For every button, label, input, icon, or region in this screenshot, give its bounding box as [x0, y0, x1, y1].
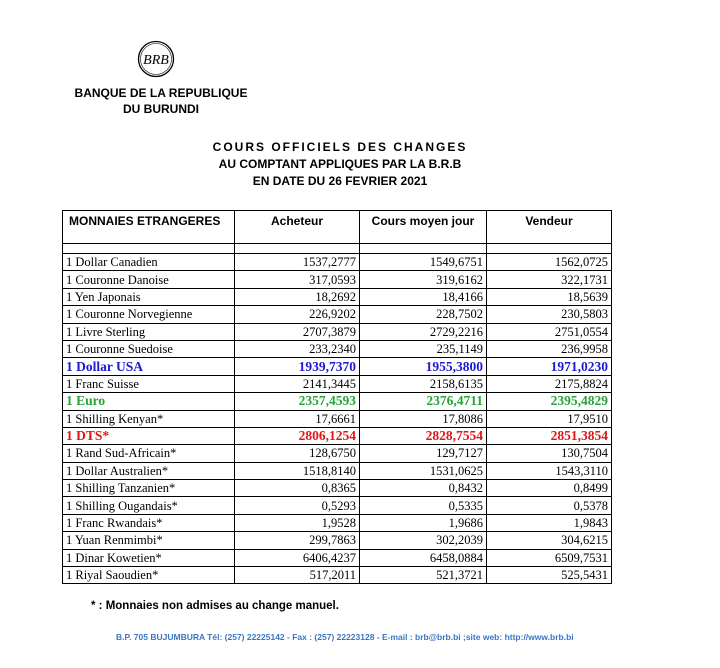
sell-rate-cell: 6509,7531 [487, 549, 612, 566]
table-row [63, 340, 612, 357]
currency-cell: 1 Couronne Suedoise [63, 340, 235, 357]
brb-logo-icon [137, 40, 175, 78]
mid-rate-cell: 2376,4711 [360, 393, 487, 410]
buy-rate-cell: 299,7863 [235, 532, 360, 549]
table-row [63, 532, 612, 549]
buy-rate-cell: 317,0593 [235, 271, 360, 288]
table-row [63, 549, 612, 566]
buy-rate-cell: 1537,2777 [235, 254, 360, 271]
table-row [63, 480, 612, 497]
sell-rate-cell: 1,9843 [487, 514, 612, 531]
sell-rate-cell: 0,8499 [487, 480, 612, 497]
buy-rate-cell: 1939,7370 [235, 358, 360, 375]
logo-text: BRB [143, 53, 169, 68]
table-body [63, 244, 612, 584]
exchange-rates-table [62, 210, 612, 584]
table-row [63, 445, 612, 462]
table-row [63, 427, 612, 444]
buy-rate-cell: 2707,3879 [235, 323, 360, 340]
buy-rate-cell: 2806,1254 [235, 427, 360, 444]
mid-rate-cell: 17,8086 [360, 410, 487, 427]
header-spacer-row [63, 244, 612, 254]
mid-rate-cell: 2729,2216 [360, 323, 487, 340]
sell-rate-cell: 322,1731 [487, 271, 612, 288]
currency-cell: 1 Franc Rwandais* [63, 514, 235, 531]
sell-rate-cell: 1971,0230 [487, 358, 612, 375]
currency-cell: 1 Couronne Danoise [63, 271, 235, 288]
sell-rate-cell: 2175,8824 [487, 375, 612, 392]
bank-name-line2: DU BURUNDI [123, 102, 199, 116]
currency-cell: 1 Yuan Renmimbi* [63, 532, 235, 549]
header-currency: MONNAIES ETRANGERES [63, 211, 235, 244]
header-buy: Acheteur [235, 211, 360, 244]
currency-cell: 1 Dollar Australien* [63, 462, 235, 479]
mid-rate-cell: 2828,7554 [360, 427, 487, 444]
mid-rate-cell: 1531,0625 [360, 462, 487, 479]
sell-rate-cell: 18,5639 [487, 288, 612, 305]
currency-cell: 1 DTS* [63, 427, 235, 444]
document-title [140, 139, 540, 190]
buy-rate-cell: 17,6661 [235, 410, 360, 427]
header-sell: Vendeur [487, 211, 612, 244]
mid-rate-cell: 1549,6751 [360, 254, 487, 271]
buy-rate-cell: 128,6750 [235, 445, 360, 462]
currency-cell: 1 Couronne Norvegienne [63, 306, 235, 323]
table-row [63, 410, 612, 427]
mid-rate-cell: 18,4166 [360, 288, 487, 305]
sell-rate-cell: 2851,3854 [487, 427, 612, 444]
table-header-row [63, 211, 612, 244]
table-row [63, 375, 612, 392]
mid-rate-cell: 6458,0884 [360, 549, 487, 566]
sell-rate-cell: 1562,0725 [487, 254, 612, 271]
buy-rate-cell: 6406,4237 [235, 549, 360, 566]
table-row [63, 497, 612, 514]
table-row [63, 567, 612, 584]
currency-cell: 1 Dollar Canadien [63, 254, 235, 271]
buy-rate-cell: 1,9528 [235, 514, 360, 531]
currency-cell: 1 Dinar Kowetien* [63, 549, 235, 566]
buy-rate-cell: 0,8365 [235, 480, 360, 497]
mid-rate-cell: 1955,3800 [360, 358, 487, 375]
mid-rate-cell: 235,1149 [360, 340, 487, 357]
mid-rate-cell: 2158,6135 [360, 375, 487, 392]
sell-rate-cell: 525,5431 [487, 567, 612, 584]
buy-rate-cell: 2357,4593 [235, 393, 360, 410]
buy-rate-cell: 0,5293 [235, 497, 360, 514]
sell-rate-cell: 230,5803 [487, 306, 612, 323]
currency-cell: 1 Riyal Saoudien* [63, 567, 235, 584]
table-row [63, 393, 612, 410]
sell-rate-cell: 304,6215 [487, 532, 612, 549]
title-line2: AU COMPTANT APPLIQUES PAR LA B.R.B [218, 157, 462, 171]
table-row [63, 358, 612, 375]
currency-cell: 1 Euro [63, 393, 235, 410]
currency-cell: 1 Shilling Ougandais* [63, 497, 235, 514]
title-line3: EN DATE DU 26 FEVRIER 2021 [252, 174, 428, 188]
currency-cell: 1 Rand Sud-Africain* [63, 445, 235, 462]
mid-rate-cell: 319,6162 [360, 271, 487, 288]
buy-rate-cell: 1518,8140 [235, 462, 360, 479]
sell-rate-cell: 17,9510 [487, 410, 612, 427]
mid-rate-cell: 129,7127 [360, 445, 487, 462]
currency-cell: 1 Dollar USA [63, 358, 235, 375]
currency-cell: 1 Yen Japonais [63, 288, 235, 305]
mid-rate-cell: 228,7502 [360, 306, 487, 323]
bank-name [65, 85, 257, 117]
header-mid: Cours moyen jour [360, 211, 487, 244]
currency-cell: 1 Shilling Kenyan* [63, 410, 235, 427]
table-row [63, 288, 612, 305]
sell-rate-cell: 1543,3110 [487, 462, 612, 479]
table-row [63, 254, 612, 271]
mid-rate-cell: 1,9686 [360, 514, 487, 531]
title-line1: COURS OFFICIELS DES CHANGES [212, 140, 468, 154]
footnote: * : Monnaies non admises au change manuel. [91, 600, 339, 612]
mid-rate-cell: 302,2039 [360, 532, 487, 549]
buy-rate-cell: 233,2340 [235, 340, 360, 357]
table-row [63, 514, 612, 531]
sell-rate-cell: 130,7504 [487, 445, 612, 462]
sell-rate-cell: 0,5378 [487, 497, 612, 514]
table-row [63, 271, 612, 288]
mid-rate-cell: 0,5335 [360, 497, 487, 514]
mid-rate-cell: 0,8432 [360, 480, 487, 497]
bank-name-line1: BANQUE DE LA REPUBLIQUE [74, 86, 248, 100]
currency-cell: 1 Shilling Tanzanien* [63, 480, 235, 497]
sell-rate-cell: 236,9958 [487, 340, 612, 357]
contact-info: B.P. 705 BUJUMBURA Tél: (257) 22225142 - Fax : (257) 22223128 - E-mail : brb@brb.bi ;site web: http://www.brb.bi [116, 632, 574, 642]
sell-rate-cell: 2395,4829 [487, 393, 612, 410]
mid-rate-cell: 521,3721 [360, 567, 487, 584]
currency-cell: 1 Franc Suisse [63, 375, 235, 392]
table-row [63, 306, 612, 323]
buy-rate-cell: 517,2011 [235, 567, 360, 584]
buy-rate-cell: 2141,3445 [235, 375, 360, 392]
buy-rate-cell: 226,9202 [235, 306, 360, 323]
sell-rate-cell: 2751,0554 [487, 323, 612, 340]
table-row [63, 462, 612, 479]
buy-rate-cell: 18,2692 [235, 288, 360, 305]
currency-cell: 1 Livre Sterling [63, 323, 235, 340]
brb-logo [137, 40, 175, 78]
table-row [63, 323, 612, 340]
